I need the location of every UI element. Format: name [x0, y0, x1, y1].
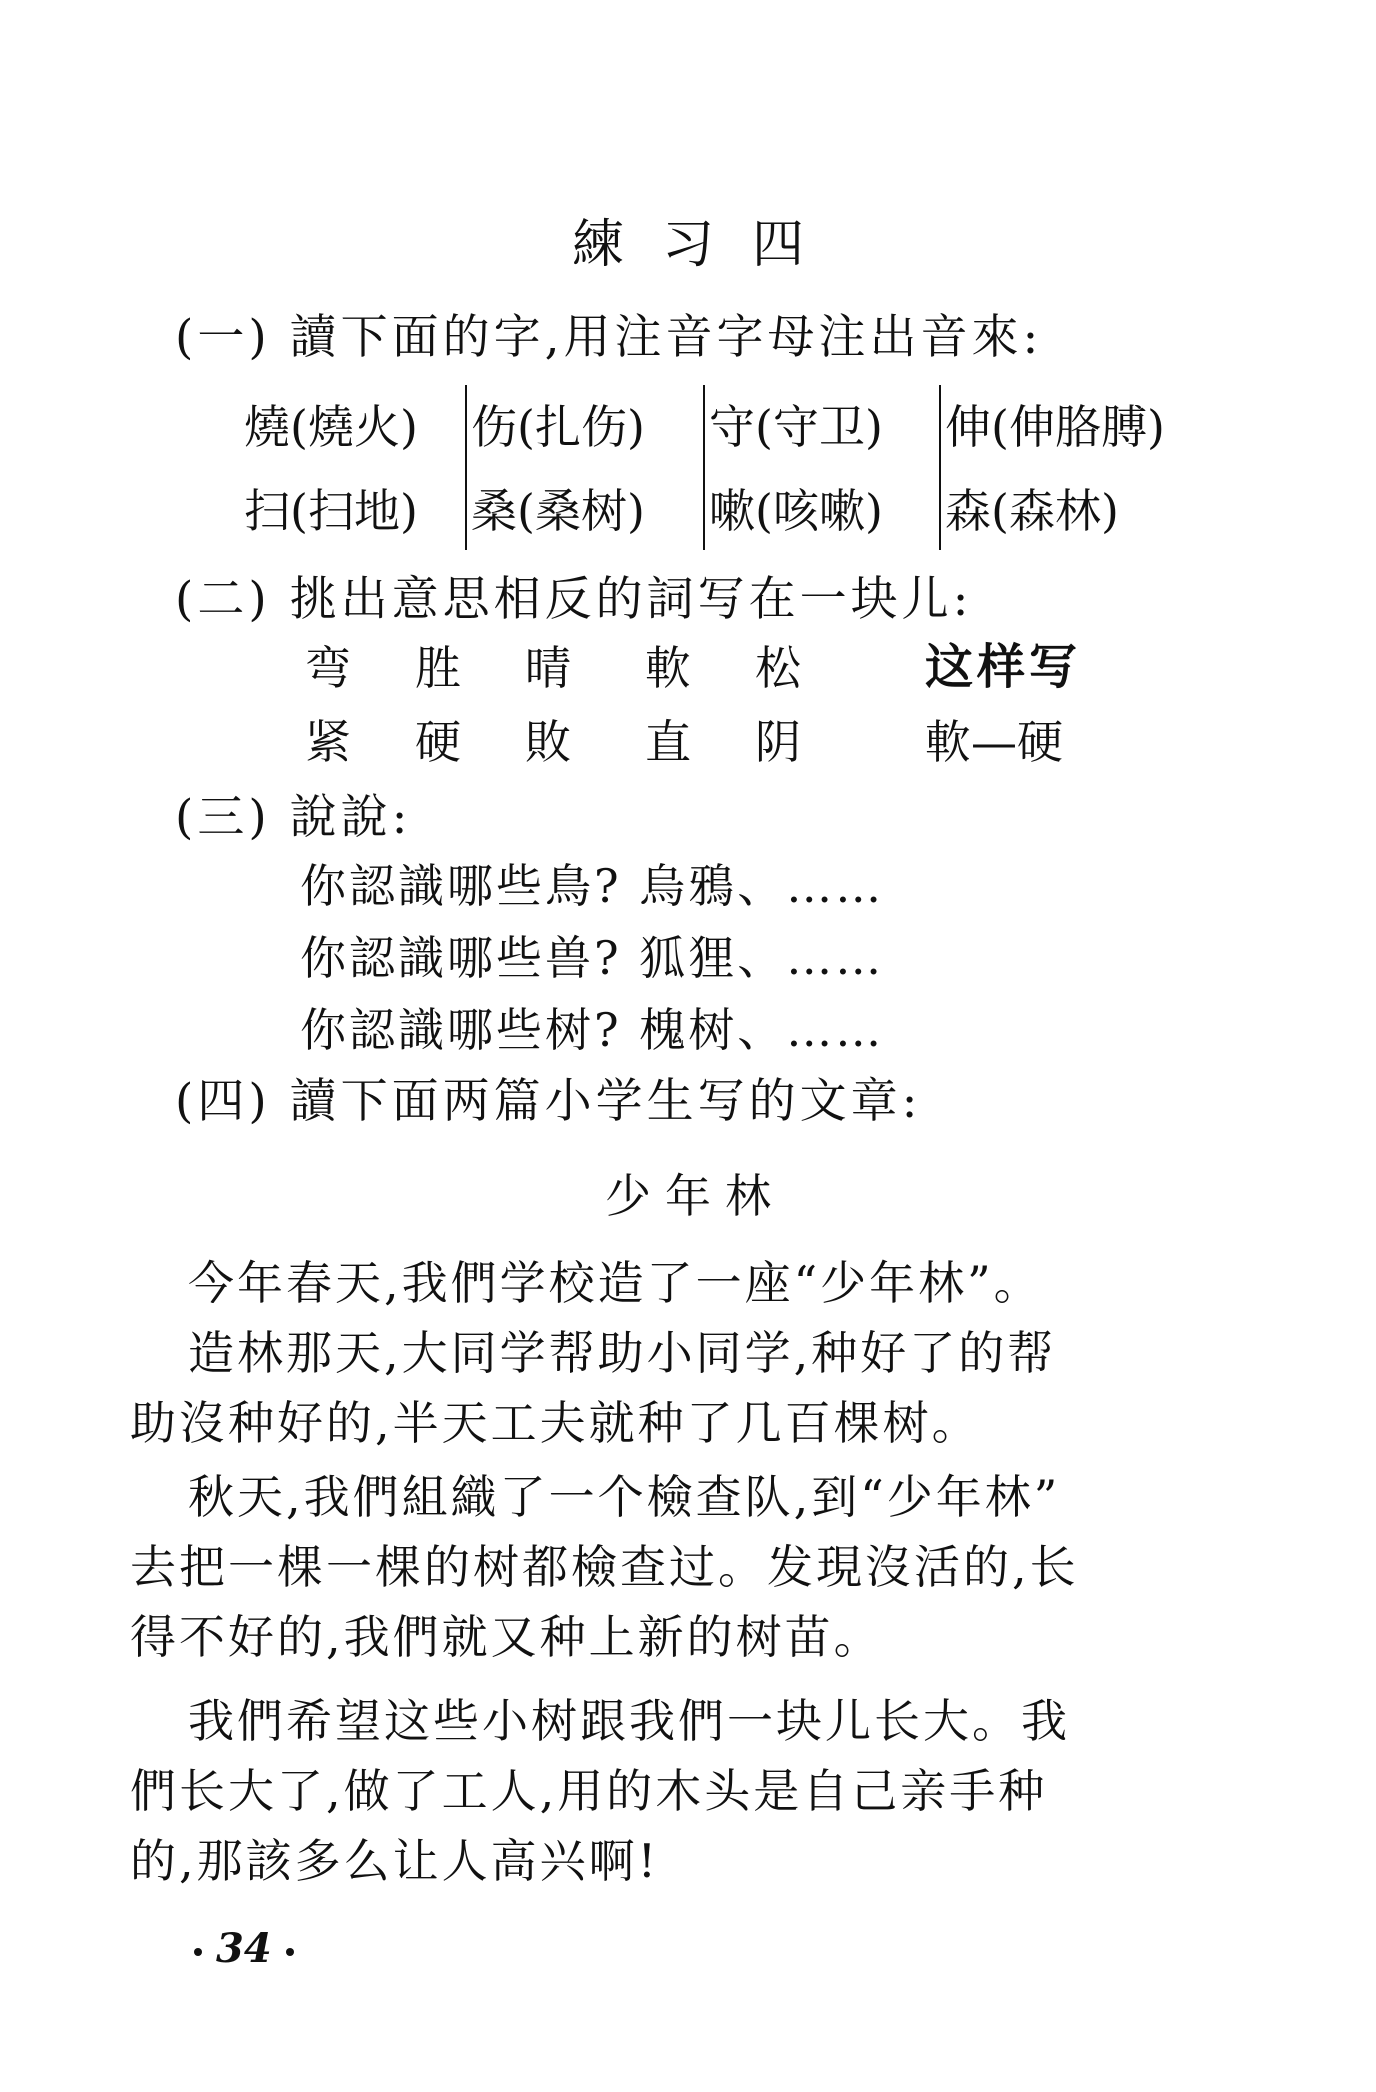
grid-cell: 嗽(咳嗽): [703, 469, 939, 550]
section-1-heading: (一) 讀下面的字,用注音字母注出音來:: [175, 310, 1043, 365]
word: 紧: [305, 715, 351, 769]
grid-cell: 森(森林): [939, 469, 1230, 550]
word: 硬: [415, 715, 461, 769]
paragraph-line: 去把一棵一棵的树都檢查过。发現沒活的,长: [130, 1540, 1079, 1594]
word: 敗: [525, 715, 571, 769]
grid-cell: 伸(伸胳膊): [939, 385, 1230, 469]
story-title: 少年林: [605, 1169, 785, 1223]
word: 弯: [305, 641, 351, 695]
paragraph-line: 秋天,我們組織了一个檢查队,到“少年林”: [188, 1470, 1061, 1524]
question-line: 你認識哪些兽? 狐狸、……: [300, 931, 885, 985]
example-label: 这样写: [925, 639, 1082, 695]
paragraph-line: 的,那該多么让人高兴啊!: [130, 1834, 660, 1888]
section-3-heading: (三) 說說:: [175, 790, 412, 845]
paragraph-line: 們长大了,做了工人,用的木头是自己亲手种: [130, 1764, 1048, 1818]
section-4-heading: (四) 讀下面两篇小学生写的文章:: [175, 1074, 922, 1129]
grid-cell: 伤(扎伤): [465, 385, 703, 469]
grid-cell: 桑(桑树): [465, 469, 703, 550]
grid-cell: 扫(扫地): [244, 484, 418, 538]
paragraph: [130, 1318, 1240, 1458]
word: 胜: [415, 641, 461, 695]
character-grid: [240, 385, 1230, 550]
page-number: [180, 1925, 308, 1972]
question-line: 你認識哪些树? 槐树、……: [300, 1003, 885, 1057]
grid-cell: 守(守卫): [703, 385, 939, 469]
word: 阴: [755, 715, 801, 769]
page-number-text: 34: [216, 1925, 272, 1972]
word-row-1: [0, 632, 1376, 695]
bullet-icon: [194, 1948, 202, 1956]
bullet-icon: [286, 1948, 294, 1956]
grid-cell: 燒(燒火): [244, 400, 418, 454]
paragraph-line: 我們希望这些小树跟我們一块儿长大。我: [188, 1694, 1070, 1748]
paragraph-line: 助沒种好的,半天工夫就种了几百棵树。: [130, 1396, 981, 1450]
paragraph: [130, 1462, 1240, 1672]
paragraph-line: 今年春天,我們学校造了一座“少年林”。: [188, 1256, 1043, 1310]
paragraph-line: 造林那天,大同学帮助小同学,种好了的帮: [188, 1326, 1057, 1380]
word: 直: [645, 715, 691, 769]
question-line: 你認識哪些鳥? 烏鴉、……: [300, 859, 885, 913]
word: 松: [755, 641, 801, 695]
paragraph: [130, 1686, 1240, 1896]
word-row-2: [0, 706, 1376, 769]
section-2-heading: (二) 挑出意思相反的詞写在一块儿:: [175, 572, 973, 627]
page-title: 練习四: [571, 215, 842, 275]
paragraph-line: 得不好的,我們就又种上新的树苗。: [130, 1610, 883, 1664]
word: 軟: [645, 641, 691, 695]
word: 晴: [525, 641, 571, 695]
paragraph: [130, 1248, 1240, 1318]
example-pair: 軟—硬: [925, 715, 1063, 769]
